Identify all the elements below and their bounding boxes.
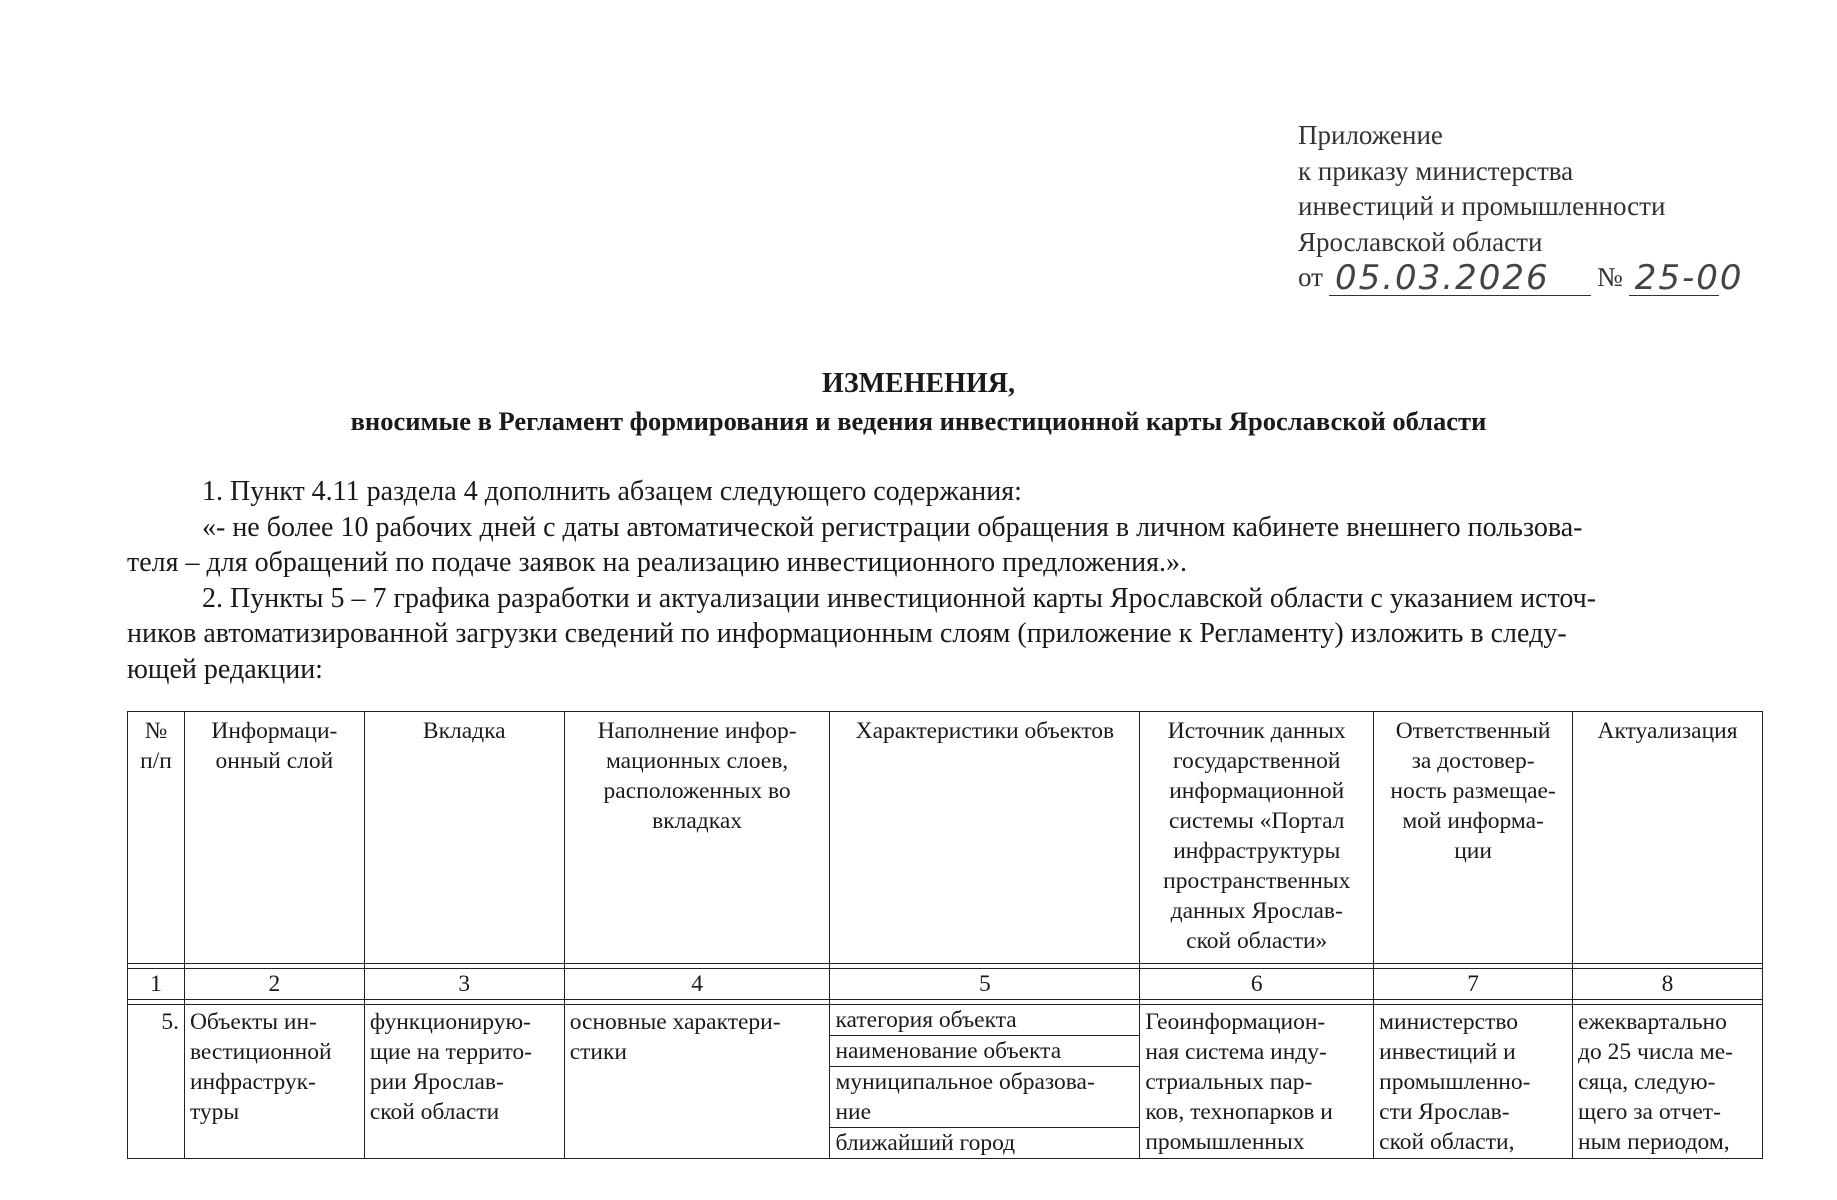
date-prefix: от xyxy=(1298,262,1323,292)
column-number: 5 xyxy=(830,969,1140,1000)
handwritten-date: 05.03.2026 xyxy=(1334,258,1550,298)
header-cell: Вкладка xyxy=(364,712,564,964)
appendix-title: Приложение xyxy=(1298,120,1443,150)
characteristic-item: наименование объекта xyxy=(830,1036,1139,1067)
appendix-block xyxy=(1298,118,1744,298)
header-cell: Характеристики объектов xyxy=(830,712,1140,964)
schedule-table xyxy=(127,711,1763,1159)
column-number: 7 xyxy=(1374,969,1573,1000)
appendix-date-number-row xyxy=(1298,258,1744,298)
column-number: 2 xyxy=(184,969,364,1000)
number-prefix: № xyxy=(1596,262,1623,292)
content-cell: основные характери- стики xyxy=(564,1005,830,1159)
source-cell: Геоинформацион- ная система инду- стриальных пар- ков, технопарков и промышленных xyxy=(1140,1005,1374,1159)
column-number: 6 xyxy=(1140,969,1374,1000)
paragraph-2-line-1: «- не более 10 рабочих дней с даты автоматической регистрации обращения в личном кабинете внешнего пользова- xyxy=(202,511,1583,543)
body-text xyxy=(127,474,1727,687)
date-field xyxy=(1329,258,1591,298)
appendix-region-line: Ярославской области xyxy=(1298,226,1543,257)
characteristic-item: категория объекта xyxy=(830,1005,1139,1036)
paragraph-3-line-1: 2. Пункты 5 – 7 графика разработки и актуализации инвестиционной карты Ярославской области с указанием источ- xyxy=(202,582,1597,614)
paragraph-3-line-2: ников автоматизированной загрузки сведений по информационным слоям (приложение к Регламенту) изложить в следу- xyxy=(127,618,1567,649)
characteristic-item: муниципальное образова- ние xyxy=(830,1067,1139,1128)
document-subtitle: вносимые в Регламент формирования и ведения инвестиционной карты Ярославской области xyxy=(350,406,1487,436)
header-cell: Ответственный за достовер- ность размещае- мой информа- ции xyxy=(1374,712,1573,964)
layer-cell: Объекты ин- вестиционной инфраструк- туры xyxy=(184,1005,364,1159)
update-cell: ежеквартально до 25 числа ме- сяца, следую- щего за отчет- ным периодом, xyxy=(1573,1005,1763,1159)
paragraph-1: 1. Пункт 4.11 раздела 4 дополнить абзацем следующего содержания: xyxy=(202,476,1022,507)
table-header-row xyxy=(128,712,1763,964)
characteristics-cell xyxy=(830,1005,1140,1159)
header-cell: № п/п xyxy=(128,712,185,964)
paragraph-2-line-2: теля – для обращений по подаче заявок на реализацию инвестиционного предложения.». xyxy=(127,547,1187,578)
header-cell: Актуализация xyxy=(1573,712,1763,964)
column-number: 3 xyxy=(364,969,564,1000)
handwritten-number: 25-00 xyxy=(1634,258,1744,298)
column-number: 8 xyxy=(1573,969,1763,1000)
appendix-order-line: к приказу министерства xyxy=(1298,155,1574,186)
responsible-cell: министерство инвестиций и промышленно- сти Ярослав- ской области, xyxy=(1374,1005,1573,1159)
number-field xyxy=(1629,258,1744,298)
document-title: ИЗМЕНЕНИЯ, xyxy=(822,368,1015,399)
table-row xyxy=(128,1005,1763,1159)
paragraph-3-line-3: ющей редакции: xyxy=(127,653,323,685)
row-number: 5. xyxy=(128,1005,185,1159)
appendix-ministry-line: инвестиций и промышленности xyxy=(1298,191,1666,221)
header-cell: Наполнение инфор- мационных слоев, расположенных во вкладках xyxy=(564,712,830,964)
characteristic-item: ближайший город xyxy=(835,1130,1016,1156)
table-column-number-row xyxy=(128,969,1763,1000)
tab-cell: функционирую- щие на террито- рии Ярослав- ской области xyxy=(364,1005,564,1159)
column-number: 1 xyxy=(128,969,185,1000)
header-cell: Источник данных государственной информационной системы «Портал инфраструктуры пространственных данных Ярослав- ской области» xyxy=(1140,712,1374,964)
header-cell: Информаци- онный слой xyxy=(184,712,364,964)
column-number: 4 xyxy=(564,969,830,1000)
